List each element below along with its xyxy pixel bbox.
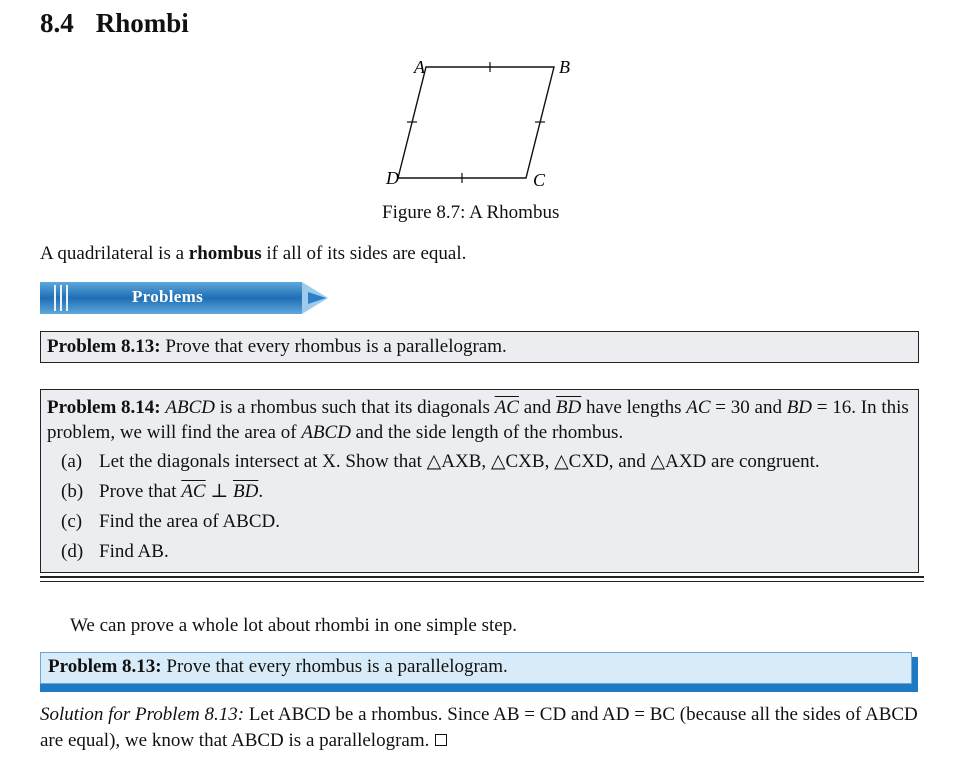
subpart-b [61,477,912,507]
segment-ac: $\overline{AC}$ [181,481,206,502]
math-ac: AC [686,397,711,418]
pencil-banner-body [40,282,302,314]
math-abcd: ABCD [165,397,215,418]
segment-bd: $\overline{BD}$ [232,481,259,502]
subpart-label: (b) [61,481,84,502]
problem-text: = 16. In this problem, we will find the area of [47,397,909,443]
vertex-label-a: A [414,57,425,77]
problem-label: Problem 8.14: [47,397,161,418]
math-abcd: ABCD [301,422,351,443]
subparts-list [47,447,912,567]
math-bd: BD [786,397,813,418]
problem-text: = 30 and [710,397,787,418]
problem-text: and the side length of the rhombus. [350,422,624,443]
subpart-text: Find AB. [99,541,169,562]
segment-bd: $\overline{BD}$ [555,397,582,418]
qed-square-icon [435,734,447,746]
pencil-point-icon [308,292,326,304]
subpart-text: Find the area of ABCD. [99,511,281,532]
problem-text: Prove that every rhombus is a parallelogram. [161,656,508,677]
section-number: 8.4 [40,8,74,38]
subpart-d [61,537,912,567]
problem-label: Problem 8.13: [47,336,161,357]
subpart-text: . [258,481,264,502]
perpendicular-symbol: ⊥ [205,481,233,502]
banner-grip-line [60,285,62,311]
section-title: Rhombi [95,8,189,38]
rhombus-figure [370,50,590,195]
subpart-a [61,447,912,477]
problems-banner [40,282,330,314]
subpart-label: (c) [61,511,83,532]
figure-caption: Figure 8.7: A Rhombus [382,202,560,223]
problem-label: Problem 8.13: [48,656,162,677]
problem-8-13-box [40,331,919,363]
vertex-label-d: D [386,168,399,188]
subpart-label: (a) [61,451,83,472]
problem-text: and [518,397,556,418]
definition-text-start: A quadrilateral is a [40,243,189,264]
subpart-c [61,507,912,537]
lead-paragraph: We can prove a whole lot about rhombi in one simple step. [70,615,517,636]
banner-grip-line [54,285,56,311]
restated-problem-box [40,652,912,684]
subpart-label: (d) [61,541,84,562]
solution-paragraph [40,702,930,754]
banner-label: Problems [132,287,204,306]
definition-term: rhombus [188,243,262,264]
section-divider [40,576,924,578]
rhombus-definition [40,243,466,265]
section-heading [40,8,189,39]
segment-ac: $\overline{AC}$ [494,397,519,418]
problem-text: have lengths [581,397,687,418]
banner-grip-line [66,285,68,311]
problem-statement [47,395,912,445]
solution-box-shadow [40,684,918,692]
solution-text: Let ABCD be a rhombus. Since AB = CD and AD = BC (because all the sides of ABCD are equal), we know that ABCD is a parallelogram. [40,704,918,751]
problem-text: Prove that every rhombus is a parallelogram. [160,336,507,357]
subpart-text: Prove that [99,481,182,502]
subpart-text: Let the diagonals intersect at X. Show that △AXB, △CXB, △CXD, and △AXD are congruent. [99,451,820,472]
vertex-label-c: C [533,170,546,190]
section-divider [40,581,924,582]
vertex-label-b: B [559,57,570,77]
solution-label: Solution for Problem 8.13: [40,704,245,725]
problem-8-14-box [40,389,919,573]
definition-text-end: if all of its sides are equal. [261,243,467,264]
problem-text: is a rhombus such that its diagonals [215,397,495,418]
